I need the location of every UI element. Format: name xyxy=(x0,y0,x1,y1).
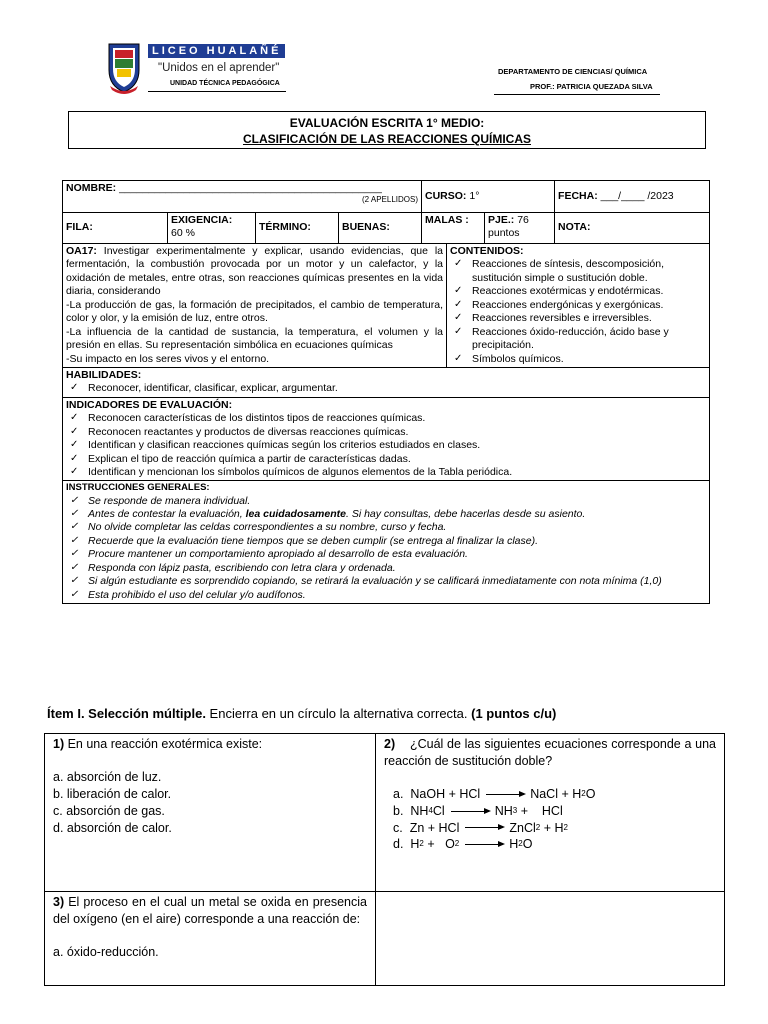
malas-field[interactable]: MALAS : xyxy=(422,213,485,244)
school-crest-logo xyxy=(106,40,142,94)
list-item: ✓ Reacciones de síntesis, descomposición, sustitución simple o sustitución doble. xyxy=(450,258,706,285)
arrow-icon xyxy=(465,827,503,828)
option-2b[interactable]: b. NH 4 Cl NH 3 + HCl xyxy=(393,803,563,818)
curso-field[interactable]: CURSO: 1° xyxy=(422,181,555,213)
professor-name: PROF.: PATRICIA QUEZADA SILVA xyxy=(530,82,653,91)
objetivo-aprendizaje: OA17: Investigar experimentalmente y explicar, usando evidencias, que la fermentación, la combustión provocada por un motor y un calefactor, y la oxidación de metales, entre otras, son reacciones químicas presentes en la vida diaria, considerando -La producción de gas, la formación de precipitados, el cambio de temperatura, color y olor, y la emisión de luz, entre otros. -La influencia de la cantidad de sustancia, la temperatura, el volumen y la presión en ellas. Su representación simbólica en ecuaciones químicas -Su impacto en los seres vivos y el entorno. xyxy=(63,244,447,368)
list-item: ✓ Reconocen características de los distintos tipos de reacciones químicas. xyxy=(66,412,706,425)
list-item: ✓ Símbolos químicos. xyxy=(450,353,706,366)
list-item: ✓ Explican el tipo de reacción química a partir de características dadas. xyxy=(66,453,706,466)
option-3a[interactable]: a. óxido-reducción. xyxy=(53,944,159,959)
apellidos-note: (2 APELLIDOS) xyxy=(361,195,419,205)
option-1d[interactable]: d. absorción de calor. xyxy=(53,820,172,835)
termino-field[interactable]: TÉRMINO: xyxy=(256,213,339,244)
questions-table xyxy=(44,733,725,986)
list-item: ✓ Reconocer, identificar, clasificar, explicar, argumentar. xyxy=(66,382,706,395)
fila-field[interactable]: FILA: xyxy=(63,213,168,244)
exam-info-table xyxy=(62,180,710,604)
buenas-field[interactable]: BUENAS: xyxy=(339,213,422,244)
question-1: 1) En una reacción exotérmica existe: a. absorción de luz. b. liberación de calor. c. absorción de gas. d. absorción de calor. xyxy=(45,734,376,892)
list-item: ✓ Reacciones exotérmicas y endotérmicas. xyxy=(450,285,706,298)
puntaje-field: PJE.: 76 puntos xyxy=(485,213,555,244)
list-item: ✓ Si algún estudiante es sorprendido copiando, se retirará la evaluación y se calificará inmediatamente con nota mínima (1,0) xyxy=(66,575,706,588)
option-2c[interactable]: c. Zn + HCl ZnCl 2 + H 2 xyxy=(393,820,568,835)
list-item: ✓ Reacciones reversibles e irreversibles. xyxy=(450,312,706,325)
question-2: 2) ¿Cuál de las siguientes ecuaciones corresponde a una reacción de sustitución doble? a. NaOH + HCl NaCl + H 2 O b. NH 4 Cl NH 3 + HCl c. Zn + HCl ZnCl 2 + H 2 d. H 2 + O 2 H 2 O xyxy=(376,734,725,892)
list-item: ✓ Antes de contestar la evaluación, lea cuidadosamente. Si hay consultas, debe hacerlas desde su asiento. xyxy=(66,508,706,521)
nombre-field[interactable]: NOMBRE: _____________________________________________ (2 APELLIDOS) xyxy=(63,181,422,213)
header-divider xyxy=(148,91,286,92)
title-box xyxy=(68,111,706,149)
question-3: 3) El proceso en el cual un metal se oxida en presencia del oxígeno (en el aire) corresponde a una reacción de: a. óxido-reducción. xyxy=(45,892,376,986)
department-name: DEPARTAMENTO DE CIENCIAS/ QUÍMICA xyxy=(498,67,648,76)
option-1a[interactable]: a. absorción de luz. xyxy=(53,769,162,784)
option-2a[interactable]: a. NaOH + HCl NaCl + H 2 O xyxy=(393,786,596,801)
list-item: ✓ Responda con lápiz pasta, escribiendo con letra clara y ordenada. xyxy=(66,562,706,575)
exigencia-field: EXIGENCIA: 60 % xyxy=(168,213,256,244)
list-item: ✓ Identifican y clasifican reacciones químicas según los criterios estudiados en clases. xyxy=(66,439,706,452)
professor-underline xyxy=(494,94,660,95)
list-item: ✓ Recuerde que la evaluación tiene tiempos que se deben cumplir (se entrega al finalizar la clase). xyxy=(66,535,706,548)
contenidos-section: CONTENIDOS: ✓ Reacciones de síntesis, descomposición, sustitución simple o sustitución doble. ✓ Reacciones exotérmicas y endotérmicas. ✓ Reacciones endergónicas y exergónicas. ✓ Reacciones reversibles e irreversibles. ✓ Reacciones óxido-reducción, ácido base y precipitación. ✓ Símbolos químicos. xyxy=(447,244,710,368)
exam-title: EVALUACIÓN ESCRITA 1° MEDIO: xyxy=(289,116,485,130)
instrucciones-section: INSTRUCCIONES GENERALES: ✓ Se responde de manera individual. ✓ Antes de contestar la evaluación, lea cuidadosamente. Si hay consultas, debe hacerlas desde su asiento. ✓ No olvide completar las celdas correspondientes a su nombre, curso y fecha. ✓ Recuerde que la evaluación tiene tiempos que se deben cumplir (se entrega al finalizar la clase). ✓ Procure mantener un comportamiento apropiado al desarrollo de esta evaluación. ✓ Responda con lápiz pasta, escribiendo con letra clara y ordenada. ✓ Si algún estudiante es sorprendido copiando, se retirará la evaluación y se calificará inmediatamente con nota mínima (1,0) ✓ Esta prohibido el uso del celular y/o audífonos. xyxy=(63,481,710,604)
fecha-field[interactable]: FECHA: ___/____ /2023 xyxy=(555,181,710,213)
unit-name: UNIDAD TÉCNICA PEDAGÓGICA xyxy=(170,80,280,87)
arrow-icon xyxy=(451,811,489,812)
nota-field[interactable]: NOTA: xyxy=(555,213,710,244)
school-motto: "Unidos en el aprender" xyxy=(158,62,280,74)
list-item: ✓ No olvide completar las celdas correspondientes a su nombre, curso y fecha. xyxy=(66,521,706,534)
option-1b[interactable]: b. liberación de calor. xyxy=(53,786,172,801)
option-1c[interactable]: c. absorción de gas. xyxy=(53,803,165,818)
arrow-icon xyxy=(486,794,524,795)
list-item: ✓ Reacciones endergónicas y exergónicas. xyxy=(450,299,706,312)
list-item: ✓ Se responde de manera individual. xyxy=(66,495,706,508)
option-2d[interactable]: d. H 2 + O 2 H 2 O xyxy=(393,837,533,852)
list-item: ✓ Reconocen reactantes y productos de diversas reacciones químicas. xyxy=(66,426,706,439)
school-name: LICEO HUALAÑÉ xyxy=(148,44,285,58)
question-4-empty xyxy=(376,892,725,986)
list-item: ✓ Identifican y mencionan los símbolos químicos de algunos elementos de la Tabla periódica. xyxy=(66,466,706,479)
arrow-icon xyxy=(465,844,503,845)
list-item: ✓ Esta prohibido el uso del celular y/o audífonos. xyxy=(66,589,706,602)
list-item: ✓ Reacciones óxido-reducción, ácido base y precipitación. xyxy=(450,326,706,353)
habilidades-section: HABILIDADES: ✓ Reconocer, identificar, clasificar, explicar, argumentar. xyxy=(63,367,710,397)
list-item: ✓ Procure mantener un comportamiento apropiado al desarrollo de esta evaluación. xyxy=(66,548,706,561)
item-heading: Ítem I. Selección múltiple. Encierra en un círculo la alternativa correcta. (1 puntos c/u) xyxy=(47,706,557,721)
exam-subtitle: CLASIFICACIÓN DE LAS REACCIONES QUÍMICAS xyxy=(242,132,531,146)
indicadores-section: INDICADORES DE EVALUACIÓN: ✓ Reconocen características de los distintos tipos de reacciones químicas. ✓ Reconocen reactantes y productos de diversas reacciones químicas. ✓ Identifican y clasifican reacciones químicas según los criterios estudiados en clases. ✓ Explican el tipo de reacción química a partir de características dadas. ✓ Identifican y mencionan los símbolos químicos de algunos elementos de la Tabla periódica. xyxy=(63,397,710,481)
